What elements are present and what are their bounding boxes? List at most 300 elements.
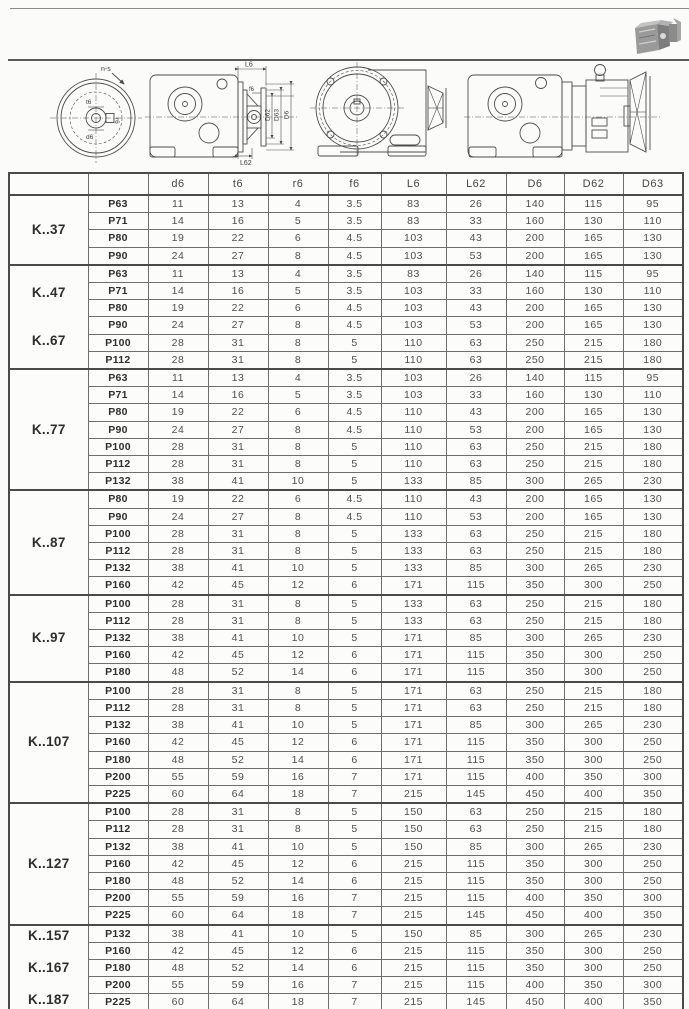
dim-value-D6: 140 <box>506 195 564 213</box>
dim-value-L6: 171 <box>381 682 446 700</box>
dim-value-t6: 31 <box>208 699 268 716</box>
r6-label: r6 <box>113 118 120 124</box>
table-row <box>9 456 683 473</box>
column-header-f6: f6 <box>328 173 381 195</box>
dim-value-f6: 7 <box>328 890 381 907</box>
dim-value-t6: 45 <box>208 647 268 664</box>
bolt-pattern-label: n-s <box>101 66 111 73</box>
dim-value-d6: 11 <box>148 369 208 387</box>
motor-size-cell: P160 <box>88 734 148 751</box>
dim-value-L62: 53 <box>446 317 506 334</box>
motor-size-cell: P71 <box>88 283 148 300</box>
dim-value-d6: 24 <box>148 247 208 265</box>
dim-value-d6: 28 <box>148 525 208 542</box>
dim-value-D62: 165 <box>564 317 623 334</box>
dim-value-t6: 13 <box>208 369 268 387</box>
dim-value-D6: 350 <box>506 855 564 872</box>
dim-value-D6: 250 <box>506 821 564 838</box>
dim-value-L62: 43 <box>446 230 506 247</box>
dim-value-L6: 133 <box>381 595 446 613</box>
dim-value-r6: 14 <box>268 959 328 976</box>
dim-value-D6: 450 <box>506 785 564 803</box>
motor-size-cell: P71 <box>88 213 148 230</box>
series-label-wrap <box>10 370 88 489</box>
dim-value-L6: 110 <box>381 351 446 369</box>
dim-value-D63: 110 <box>623 213 683 230</box>
dim-value-f6: 3.5 <box>328 195 381 213</box>
dim-value-t6: 64 <box>208 907 268 925</box>
table-row <box>9 768 683 785</box>
dim-value-t6: 16 <box>208 213 268 230</box>
dim-value-r6: 6 <box>268 490 328 508</box>
dim-value-f6: 6 <box>328 647 381 664</box>
dim-value-t6: 22 <box>208 300 268 317</box>
dim-value-t6: 13 <box>208 195 268 213</box>
dim-value-d6: 60 <box>148 785 208 803</box>
dim-value-D63: 180 <box>623 595 683 613</box>
dim-value-D62: 215 <box>564 821 623 838</box>
dim-value-t6: 41 <box>208 630 268 647</box>
dim-value-t6: 59 <box>208 768 268 785</box>
dim-value-r6: 8 <box>268 438 328 455</box>
dim-value-L6: 171 <box>381 717 446 734</box>
table-header-row <box>9 173 683 195</box>
column-header-D63: D63 <box>623 173 683 195</box>
dim-value-f6: 6 <box>328 664 381 682</box>
dim-value-t6: 27 <box>208 247 268 265</box>
dim-value-d6: 38 <box>148 838 208 855</box>
dim-value-L6: 215 <box>381 942 446 959</box>
series-label: K..67 <box>31 332 66 348</box>
dim-value-t6: 59 <box>208 977 268 994</box>
dim-value-D6: 250 <box>506 438 564 455</box>
dim-value-r6: 10 <box>268 560 328 577</box>
dim-value-r6: 8 <box>268 543 328 560</box>
motor-size-cell: P112 <box>88 351 148 369</box>
dim-value-t6: 52 <box>208 751 268 768</box>
series-label: K..37 <box>31 221 66 237</box>
dim-value-L62: 145 <box>446 994 506 1009</box>
dim-value-L62: 115 <box>446 751 506 768</box>
dim-value-r6: 8 <box>268 595 328 613</box>
dim-value-f6: 3.5 <box>328 369 381 387</box>
dim-value-D6: 300 <box>506 560 564 577</box>
motor-size-cell: P63 <box>88 265 148 283</box>
dim-value-d6: 28 <box>148 803 208 821</box>
table-row <box>9 283 683 300</box>
D6-dim-label: D6 <box>283 110 291 120</box>
dim-value-D63: 250 <box>623 872 683 889</box>
motor-size-cell: P160 <box>88 855 148 872</box>
dim-value-f6: 5 <box>328 838 381 855</box>
column-header-L6: L6 <box>381 173 446 195</box>
motor-size-cell: P132 <box>88 838 148 855</box>
dim-value-L62: 43 <box>446 300 506 317</box>
dim-value-D6: 160 <box>506 213 564 230</box>
dim-value-r6: 10 <box>268 925 328 943</box>
dim-value-D62: 265 <box>564 838 623 855</box>
dim-value-f6: 5 <box>328 925 381 943</box>
table-row <box>9 751 683 768</box>
motor-size-cell: P225 <box>88 994 148 1009</box>
series-label: K..87 <box>31 534 66 550</box>
dim-value-D62: 350 <box>564 977 623 994</box>
dim-value-D6: 160 <box>506 387 564 404</box>
dim-value-D6: 140 <box>506 369 564 387</box>
dim-value-d6: 48 <box>148 664 208 682</box>
series-label: K..47 <box>31 284 66 300</box>
table-row <box>9 595 683 613</box>
dim-value-f6: 5 <box>328 717 381 734</box>
dim-value-D63: 230 <box>623 630 683 647</box>
dim-value-D63: 250 <box>623 734 683 751</box>
table-row <box>9 525 683 542</box>
dim-value-f6: 5 <box>328 699 381 716</box>
dim-value-D63: 350 <box>623 785 683 803</box>
dim-value-D63: 110 <box>623 283 683 300</box>
dim-value-t6: 52 <box>208 664 268 682</box>
L62-dim-label: L62 <box>240 160 252 167</box>
dim-value-r6: 5 <box>268 387 328 404</box>
dim-value-t6: 45 <box>208 942 268 959</box>
dim-value-D62: 130 <box>564 387 623 404</box>
dim-value-D62: 350 <box>564 768 623 785</box>
dim-value-D62: 215 <box>564 334 623 351</box>
dim-value-d6: 28 <box>148 456 208 473</box>
dim-value-L62: 63 <box>446 438 506 455</box>
dim-value-r6: 8 <box>268 351 328 369</box>
dim-value-f6: 4.5 <box>328 508 381 525</box>
dim-value-t6: 16 <box>208 387 268 404</box>
dim-value-d6: 28 <box>148 682 208 700</box>
series-label: K..167 <box>27 960 70 976</box>
dim-value-t6: 45 <box>208 855 268 872</box>
dim-value-D63: 230 <box>623 838 683 855</box>
table-row <box>9 421 683 438</box>
dim-value-D63: 250 <box>623 959 683 976</box>
dim-value-D63: 350 <box>623 907 683 925</box>
dim-value-r6: 6 <box>268 404 328 421</box>
dim-value-t6: 22 <box>208 404 268 421</box>
dim-value-t6: 45 <box>208 734 268 751</box>
dim-value-f6: 5 <box>328 612 381 629</box>
motor-view-drawing <box>464 65 662 158</box>
dim-value-f6: 4.5 <box>328 490 381 508</box>
dim-value-f6: 5 <box>328 334 381 351</box>
dim-value-f6: 3.5 <box>328 387 381 404</box>
dim-value-f6: 4.5 <box>328 317 381 334</box>
motor-size-cell: P71 <box>88 387 148 404</box>
dim-value-f6: 7 <box>328 907 381 925</box>
dim-value-f6: 7 <box>328 977 381 994</box>
motor-size-cell: P132 <box>88 630 148 647</box>
dim-value-D63: 130 <box>623 508 683 525</box>
f6-dim-label: f6 <box>249 87 255 93</box>
dim-value-D62: 215 <box>564 438 623 455</box>
dim-value-f6: 3.5 <box>328 283 381 300</box>
table-row <box>9 247 683 265</box>
dim-value-D63: 250 <box>623 855 683 872</box>
dim-value-D63: 130 <box>623 490 683 508</box>
dim-value-t6: 41 <box>208 560 268 577</box>
dim-value-D6: 250 <box>506 334 564 351</box>
column-header-L62: L62 <box>446 173 506 195</box>
table-row <box>9 404 683 421</box>
motor-size-cell: P180 <box>88 751 148 768</box>
dim-value-r6: 18 <box>268 785 328 803</box>
dim-value-d6: 11 <box>148 265 208 283</box>
D62-dim-label: D62 <box>264 109 272 121</box>
dim-value-L6: 150 <box>381 838 446 855</box>
dim-value-d6: 55 <box>148 977 208 994</box>
dim-value-L62: 63 <box>446 699 506 716</box>
dim-value-D63: 180 <box>623 456 683 473</box>
series-cell-K..37 <box>9 195 88 265</box>
dim-value-D62: 165 <box>564 404 623 421</box>
dim-value-L62: 115 <box>446 647 506 664</box>
dim-value-r6: 6 <box>268 230 328 247</box>
dim-value-D63: 180 <box>623 821 683 838</box>
dim-value-D63: 250 <box>623 751 683 768</box>
dim-value-D62: 400 <box>564 994 623 1009</box>
dim-value-L6: 215 <box>381 994 446 1009</box>
dim-value-L6: 110 <box>381 421 446 438</box>
motor-size-cell: P132 <box>88 717 148 734</box>
dim-value-D62: 165 <box>564 490 623 508</box>
dim-value-D63: 180 <box>623 334 683 351</box>
dim-value-r6: 12 <box>268 734 328 751</box>
dim-value-D62: 265 <box>564 717 623 734</box>
motor-size-cell: P160 <box>88 942 148 959</box>
dim-value-D63: 130 <box>623 230 683 247</box>
dim-value-L6: 171 <box>381 647 446 664</box>
motor-size-cell: P80 <box>88 300 148 317</box>
dim-value-d6: 42 <box>148 855 208 872</box>
column-header-empty <box>9 173 88 195</box>
dim-value-L62: 63 <box>446 803 506 821</box>
table-row <box>9 543 683 560</box>
dim-value-D63: 95 <box>623 195 683 213</box>
dim-value-D6: 200 <box>506 300 564 317</box>
table-row <box>9 785 683 803</box>
dim-value-D6: 200 <box>506 508 564 525</box>
dim-value-d6: 48 <box>148 751 208 768</box>
dim-value-D6: 250 <box>506 543 564 560</box>
dim-value-d6: 55 <box>148 768 208 785</box>
dim-value-t6: 27 <box>208 421 268 438</box>
dim-value-r6: 4 <box>268 195 328 213</box>
dim-value-t6: 45 <box>208 577 268 595</box>
table-row <box>9 612 683 629</box>
dim-value-f6: 7 <box>328 994 381 1009</box>
dim-value-f6: 4.5 <box>328 247 381 265</box>
dim-value-f6: 6 <box>328 734 381 751</box>
dim-value-f6: 5 <box>328 438 381 455</box>
dim-value-f6: 7 <box>328 785 381 803</box>
motor-size-cell: P80 <box>88 404 148 421</box>
series-label-wrap <box>10 683 88 802</box>
dim-value-D62: 215 <box>564 699 623 716</box>
dim-value-D63: 180 <box>623 543 683 560</box>
dim-value-r6: 8 <box>268 508 328 525</box>
dim-value-D62: 165 <box>564 300 623 317</box>
dim-value-r6: 14 <box>268 664 328 682</box>
dim-value-f6: 6 <box>328 751 381 768</box>
dim-value-r6: 18 <box>268 907 328 925</box>
dim-value-r6: 12 <box>268 647 328 664</box>
dim-value-r6: 16 <box>268 890 328 907</box>
dim-value-D63: 300 <box>623 768 683 785</box>
dim-value-d6: 11 <box>148 195 208 213</box>
dim-value-r6: 5 <box>268 213 328 230</box>
dim-value-D62: 115 <box>564 195 623 213</box>
dim-value-L62: 115 <box>446 734 506 751</box>
dim-value-r6: 4 <box>268 369 328 387</box>
table-row <box>9 387 683 404</box>
gearmotor-photo-shapes <box>635 18 681 54</box>
dim-value-f6: 5 <box>328 595 381 613</box>
dim-value-L62: 53 <box>446 421 506 438</box>
dim-value-d6: 28 <box>148 351 208 369</box>
dim-value-D63: 180 <box>623 438 683 455</box>
dim-value-D63: 350 <box>623 994 683 1009</box>
dim-value-L6: 171 <box>381 751 446 768</box>
motor-size-cell: P160 <box>88 647 148 664</box>
dim-value-D62: 215 <box>564 525 623 542</box>
dim-value-d6: 28 <box>148 595 208 613</box>
dim-value-t6: 31 <box>208 682 268 700</box>
dim-value-L62: 26 <box>446 265 506 283</box>
motor-size-cell: P100 <box>88 595 148 613</box>
column-header-empty <box>88 173 148 195</box>
dim-value-D62: 130 <box>564 283 623 300</box>
dim-value-D6: 200 <box>506 490 564 508</box>
dim-value-d6: 28 <box>148 612 208 629</box>
dim-value-d6: 28 <box>148 699 208 716</box>
dim-value-L6: 133 <box>381 612 446 629</box>
dim-value-D63: 180 <box>623 351 683 369</box>
dim-value-L6: 103 <box>381 283 446 300</box>
dim-value-t6: 31 <box>208 803 268 821</box>
top-rule <box>10 8 689 9</box>
dim-value-d6: 38 <box>148 717 208 734</box>
motor-size-cell: P180 <box>88 872 148 889</box>
motor-size-cell: P90 <box>88 247 148 265</box>
dim-value-L6: 215 <box>381 890 446 907</box>
dim-value-r6: 5 <box>268 283 328 300</box>
dim-value-D6: 450 <box>506 994 564 1009</box>
series-cell-K..47-K..67 <box>9 265 88 369</box>
dim-value-D6: 300 <box>506 473 564 491</box>
dim-value-t6: 31 <box>208 351 268 369</box>
dim-value-r6: 8 <box>268 612 328 629</box>
table-row <box>9 334 683 351</box>
dim-value-r6: 8 <box>268 334 328 351</box>
dim-value-D62: 165 <box>564 247 623 265</box>
table-row <box>9 734 683 751</box>
dim-value-D63: 110 <box>623 387 683 404</box>
dim-value-L62: 145 <box>446 785 506 803</box>
dim-value-r6: 12 <box>268 942 328 959</box>
table-row <box>9 351 683 369</box>
dim-value-L6: 103 <box>381 247 446 265</box>
dim-value-L62: 63 <box>446 612 506 629</box>
dim-value-D62: 300 <box>564 959 623 976</box>
dim-value-r6: 8 <box>268 699 328 716</box>
dim-value-d6: 24 <box>148 317 208 334</box>
table-row <box>9 213 683 230</box>
dim-value-D63: 130 <box>623 317 683 334</box>
dim-value-D6: 300 <box>506 925 564 943</box>
table-row <box>9 369 683 387</box>
series-label-wrap <box>10 491 88 593</box>
dim-value-L62: 43 <box>446 490 506 508</box>
dim-value-L6: 215 <box>381 785 446 803</box>
table-row <box>9 317 683 334</box>
dim-value-D6: 350 <box>506 959 564 976</box>
dim-value-t6: 52 <box>208 959 268 976</box>
dim-value-L6: 133 <box>381 560 446 577</box>
dim-value-L6: 110 <box>381 404 446 421</box>
dim-value-L6: 110 <box>381 438 446 455</box>
dim-value-D6: 300 <box>506 630 564 647</box>
dim-value-D62: 300 <box>564 872 623 889</box>
table-row <box>9 977 683 994</box>
dim-value-D62: 215 <box>564 803 623 821</box>
dim-value-L62: 85 <box>446 630 506 647</box>
dim-value-f6: 6 <box>328 577 381 595</box>
end-view-drawing <box>50 73 142 163</box>
dim-value-D6: 250 <box>506 351 564 369</box>
dim-value-t6: 52 <box>208 872 268 889</box>
series-label-wrap <box>10 196 88 264</box>
dim-value-d6: 38 <box>148 630 208 647</box>
dim-value-d6: 19 <box>148 490 208 508</box>
dim-value-t6: 41 <box>208 717 268 734</box>
column-header-D62: D62 <box>564 173 623 195</box>
dim-value-t6: 22 <box>208 490 268 508</box>
dim-value-d6: 19 <box>148 300 208 317</box>
dim-value-D6: 250 <box>506 682 564 700</box>
dim-value-L6: 133 <box>381 473 446 491</box>
table-row <box>9 300 683 317</box>
dim-value-t6: 31 <box>208 525 268 542</box>
dim-value-L62: 63 <box>446 595 506 613</box>
dim-value-D62: 115 <box>564 265 623 283</box>
dim-value-D62: 300 <box>564 751 623 768</box>
dim-value-d6: 42 <box>148 942 208 959</box>
series-label: K..157 <box>27 928 70 944</box>
dim-value-D6: 200 <box>506 404 564 421</box>
dim-value-D62: 130 <box>564 213 623 230</box>
dim-value-L62: 33 <box>446 387 506 404</box>
motor-size-cell: P100 <box>88 803 148 821</box>
dim-value-r6: 8 <box>268 317 328 334</box>
dim-value-d6: 28 <box>148 821 208 838</box>
dim-value-d6: 14 <box>148 283 208 300</box>
dim-value-L62: 26 <box>446 195 506 213</box>
column-header-r6: r6 <box>268 173 328 195</box>
column-header-t6: t6 <box>208 173 268 195</box>
dim-value-r6: 8 <box>268 247 328 265</box>
dim-value-D62: 215 <box>564 682 623 700</box>
table-row <box>9 560 683 577</box>
dim-value-f6: 5 <box>328 351 381 369</box>
dim-value-d6: 55 <box>148 890 208 907</box>
series-cell-K..127 <box>9 803 88 924</box>
dim-value-L62: 115 <box>446 664 506 682</box>
dim-value-D62: 265 <box>564 630 623 647</box>
